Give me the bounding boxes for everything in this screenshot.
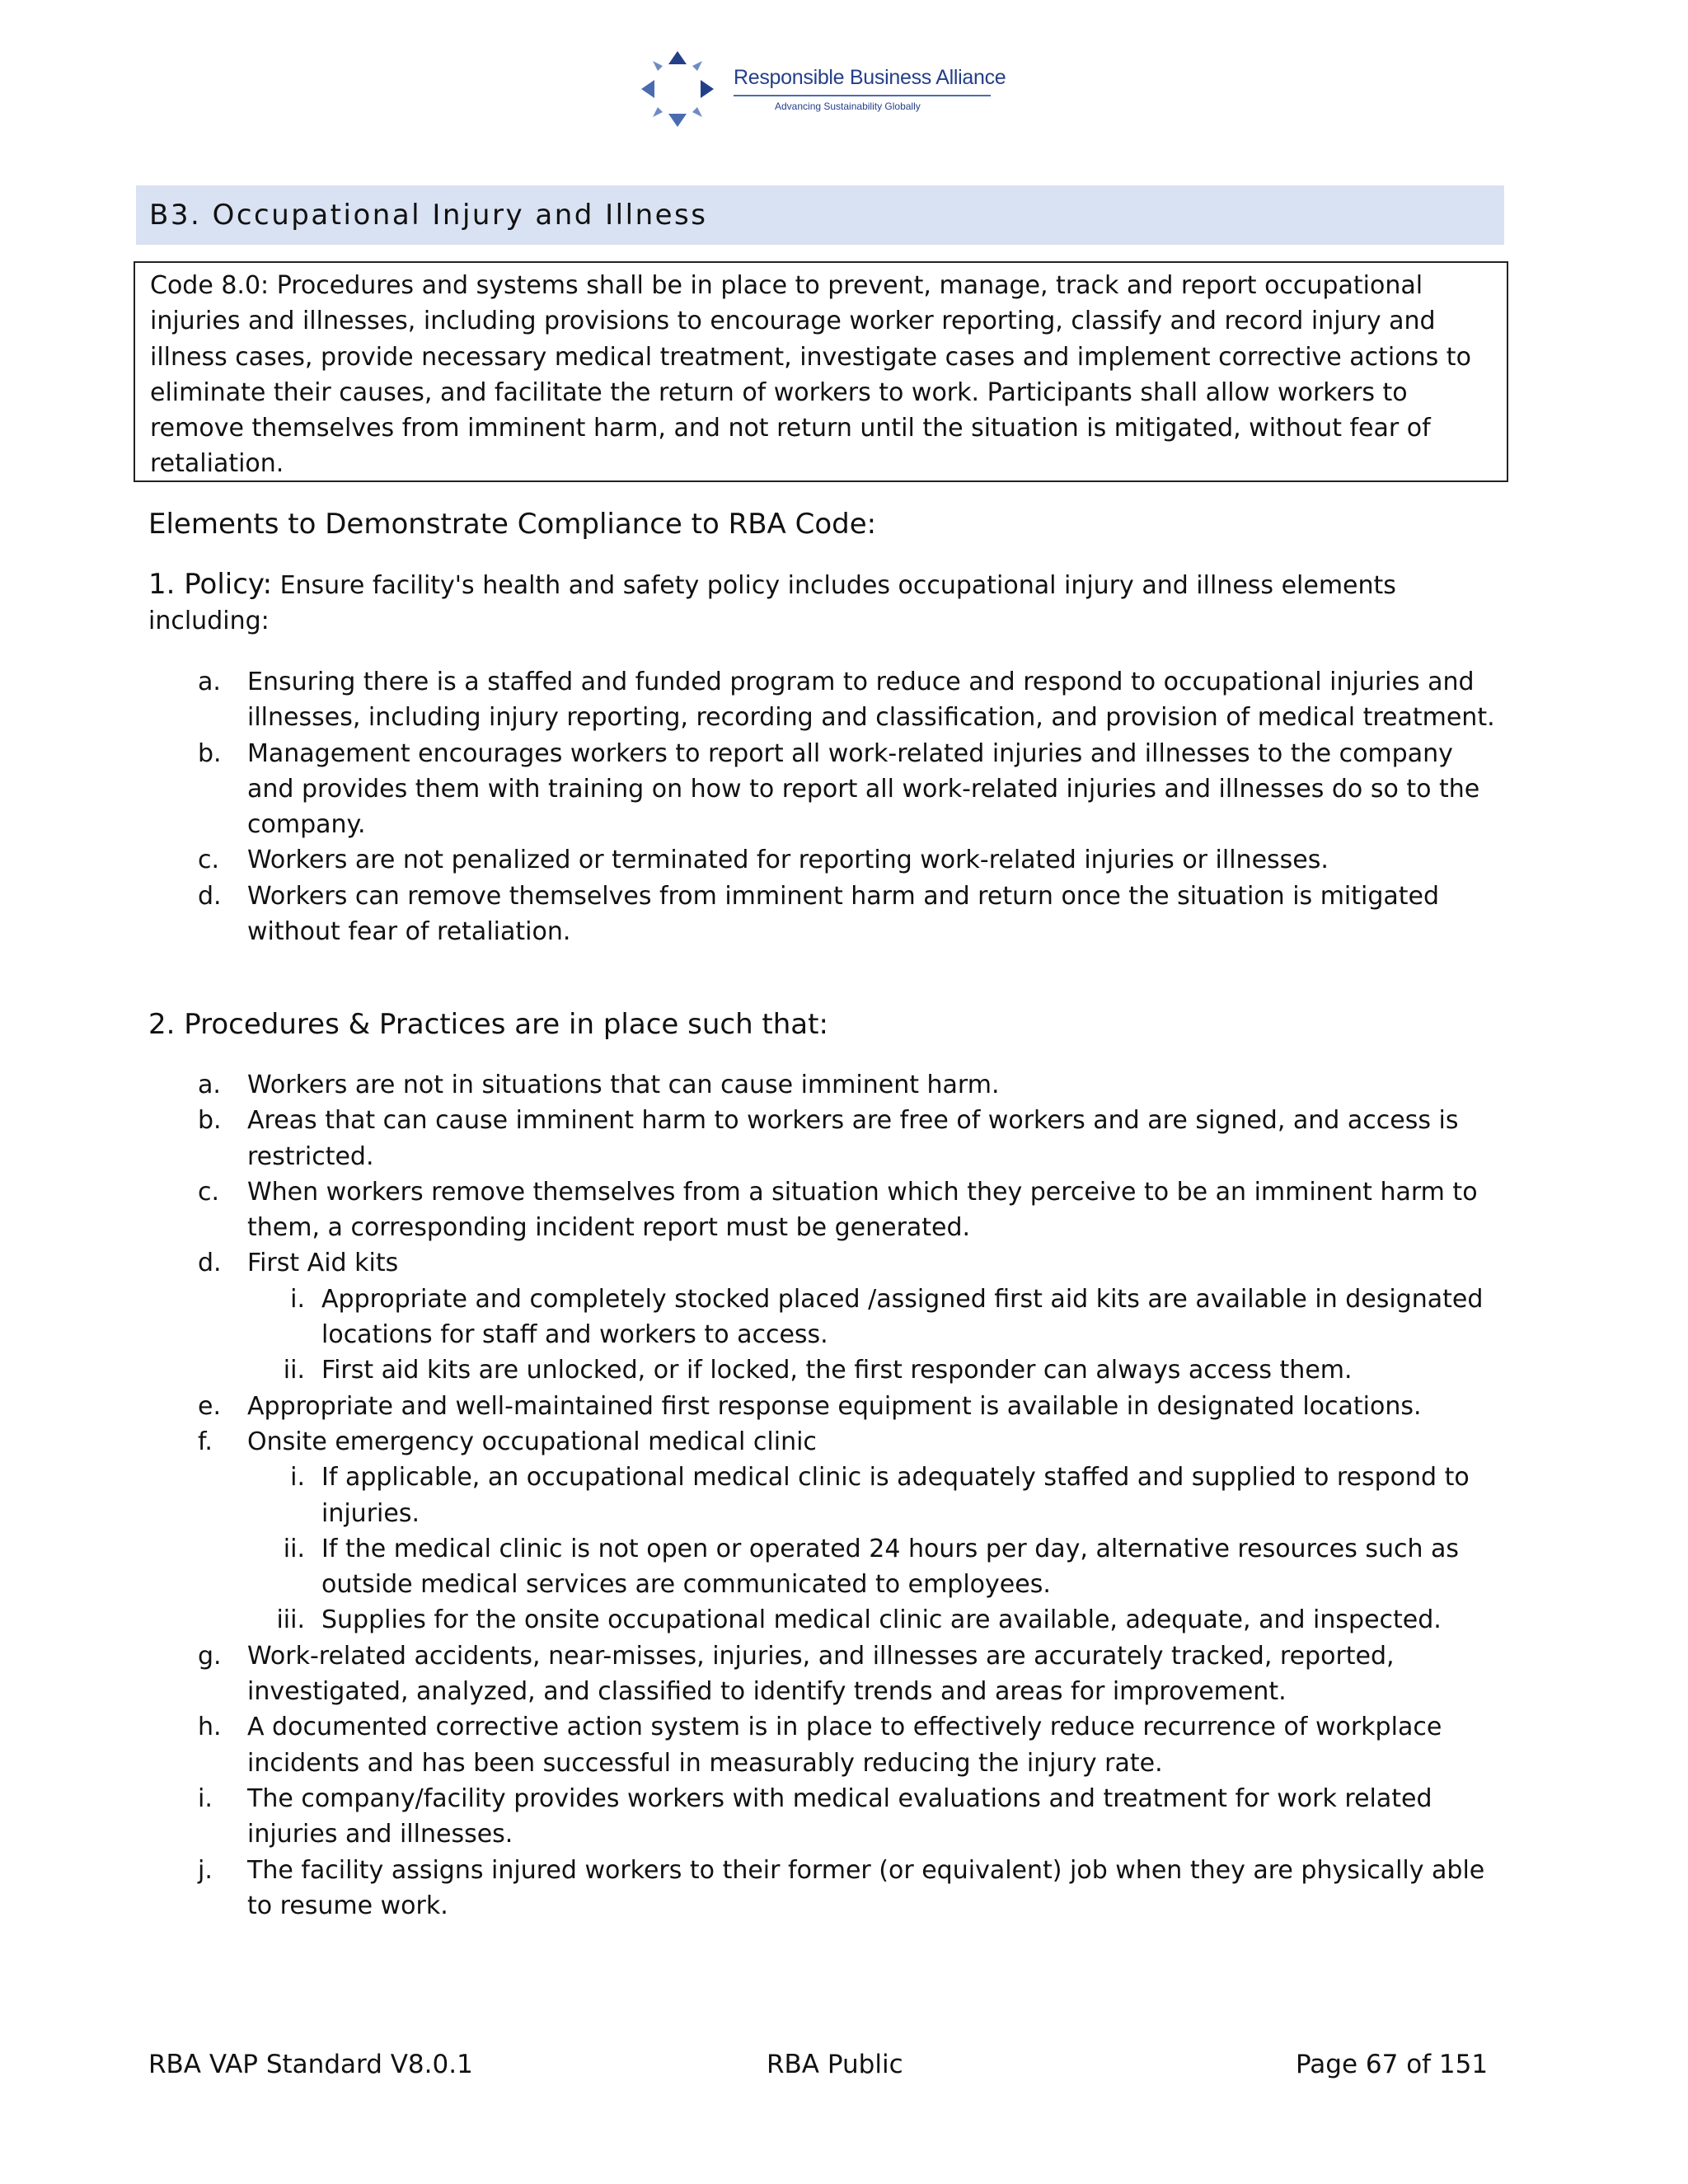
list-item — [148, 842, 1500, 878]
list-marker: d. — [198, 1249, 222, 1278]
footer-page-number: Page 67 of 151 — [1296, 2050, 1489, 2079]
list-item — [148, 1853, 1500, 1924]
list-item — [148, 1424, 1500, 1460]
logo-divider — [734, 95, 991, 96]
list-marker: e. — [198, 1391, 221, 1421]
list-item-text: Management encourages workers to report all work-related injuries and illnesses to the company and provides them with training on how to report all work-related injuries and illnesses do so to the company. — [247, 738, 1480, 840]
sub-list-item-text: If the medical clinic is not open or operated 24 hours per day, alternative resources such as outside medical services are communicated to employees. — [321, 1534, 1460, 1600]
policy-text: Ensure facility's health and safety policy includes occupational injury and illness elements including: — [148, 571, 1396, 636]
procedures-list — [148, 1067, 1500, 1924]
sub-list-item-text: First aid kits are unlocked, or if locked, the first responder can always access them. — [321, 1356, 1353, 1385]
sub-list-marker: ii. — [283, 1534, 305, 1563]
list-item-text: Onsite emergency occupational medical clinic — [247, 1427, 817, 1456]
list-marker: h. — [198, 1713, 222, 1742]
footer-document-title: RBA VAP Standard V8.0.1 — [148, 2050, 473, 2079]
policy-list — [148, 664, 1500, 949]
sub-list-marker: i. — [290, 1463, 305, 1493]
list-item — [148, 1709, 1500, 1781]
list-item — [148, 1245, 1500, 1281]
list-item — [148, 736, 1500, 843]
list-item — [148, 1638, 1500, 1710]
sub-list-item — [148, 1531, 1500, 1603]
logo-name: Responsible Business Alliance — [734, 66, 1006, 89]
list-item-text: Ensuring there is a staffed and funded program to reduce and respond to occupational injuries and illnesses, including injury reporting, recording and classification, and provision of medical treatment. — [247, 668, 1495, 733]
elements-heading: Elements to Demonstrate Compliance to RBA Code: — [148, 508, 877, 541]
list-marker: b. — [198, 1106, 222, 1136]
list-item — [148, 1389, 1500, 1424]
code-requirement-box: Code 8.0: Procedures and systems shall be in place to prevent, manage, track and report occupational injuries and illnesses, including provisions to encourage worker reporting, classify and record injury and illness cases, provide necessary medical treatment, investigate cases and implement corrective actions to eliminate their causes, and facilitate the return of workers to work. Participants shall allow workers to remove themselves from imminent harm, and not return until the situation is mitigated, without fear of retaliation. — [134, 261, 1508, 482]
policy-label: 1. Policy: — [148, 568, 273, 601]
list-item-text: The facility assigns injured workers to their former (or equivalent) job when they are physically able to resume work. — [247, 1855, 1485, 1920]
list-item-text: Work-related accidents, near-misses, injuries, and illnesses are accurately tracked, reported, investigated, analyzed, and classified to identify trends and areas for improvement. — [247, 1641, 1395, 1707]
sub-list-item — [148, 1602, 1500, 1638]
list-marker: a. — [198, 668, 221, 696]
list-marker: f. — [198, 1427, 213, 1456]
list-item — [148, 664, 1500, 736]
list-item-text: Workers can remove themselves from imminent harm and return once the situation is mitigated without fear of retaliation. — [247, 881, 1440, 947]
sub-list-container — [148, 1460, 1500, 1638]
list-item — [148, 1103, 1500, 1174]
list-item — [148, 879, 1500, 950]
sub-list-marker: i. — [290, 1284, 305, 1314]
list-marker: b. — [198, 738, 222, 768]
sub-list-item — [148, 1352, 1500, 1388]
logo-tagline: Advancing Sustainability Globally — [775, 101, 921, 112]
list-item-text: Areas that can cause imminent harm to workers are free of workers and are signed, and access is restricted. — [247, 1106, 1459, 1171]
list-marker: i. — [198, 1783, 213, 1813]
list-marker: g. — [198, 1641, 222, 1671]
list-marker: j. — [198, 1855, 213, 1885]
sub-list-marker: iii. — [276, 1605, 305, 1635]
footer-classification: RBA Public — [767, 2050, 903, 2079]
list-item — [148, 1174, 1500, 1246]
list-item-text: First Aid kits — [247, 1249, 399, 1278]
sub-list-marker: ii. — [283, 1356, 305, 1385]
rba-compass-icon — [641, 48, 732, 130]
sub-list-container — [148, 1282, 1500, 1389]
rba-logo — [641, 48, 1004, 130]
sub-list-item — [148, 1460, 1500, 1531]
procedures-heading: 2. Procedures & Practices are in place such that: — [148, 1008, 828, 1041]
list-item-text: Workers are not in situations that can cause imminent harm. — [247, 1071, 1000, 1099]
section-title: B3. Occupational Injury and Illness — [136, 185, 1504, 245]
sub-list-item-text: If applicable, an occupational medical clinic is adequately staffed and supplied to respond to injuries. — [321, 1463, 1470, 1528]
list-marker: d. — [198, 881, 222, 911]
sub-list-item-text: Supplies for the onsite occupational medical clinic are available, adequate, and inspected. — [321, 1605, 1442, 1635]
list-marker: c. — [198, 846, 220, 875]
list-item-text: The company/facility provides workers with medical evaluations and treatment for work related injuries and illnesses. — [247, 1783, 1432, 1849]
list-item-text: Workers are not penalized or terminated for reporting work-related injuries or illnesses. — [247, 846, 1329, 875]
sub-list-item-text: Appropriate and completely stocked placed /assigned first aid kits are available in designated locations for staff and workers to access. — [321, 1284, 1484, 1350]
list-item-text: When workers remove themselves from a situation which they perceive to be an imminent harm to them, a corresponding incident report must be generated. — [247, 1177, 1478, 1243]
list-item-text: A documented corrective action system is in place to effectively reduce recurrence of workplace incidents and has been successful in measurably reducing the injury rate. — [247, 1713, 1442, 1778]
list-marker: c. — [198, 1177, 220, 1207]
policy-paragraph — [148, 567, 1500, 640]
list-item — [148, 1781, 1500, 1853]
list-item-text: Appropriate and well-maintained first response equipment is available in designated locations. — [247, 1391, 1422, 1421]
list-item — [148, 1067, 1500, 1103]
sub-list-item — [148, 1282, 1500, 1353]
list-marker: a. — [198, 1071, 221, 1099]
